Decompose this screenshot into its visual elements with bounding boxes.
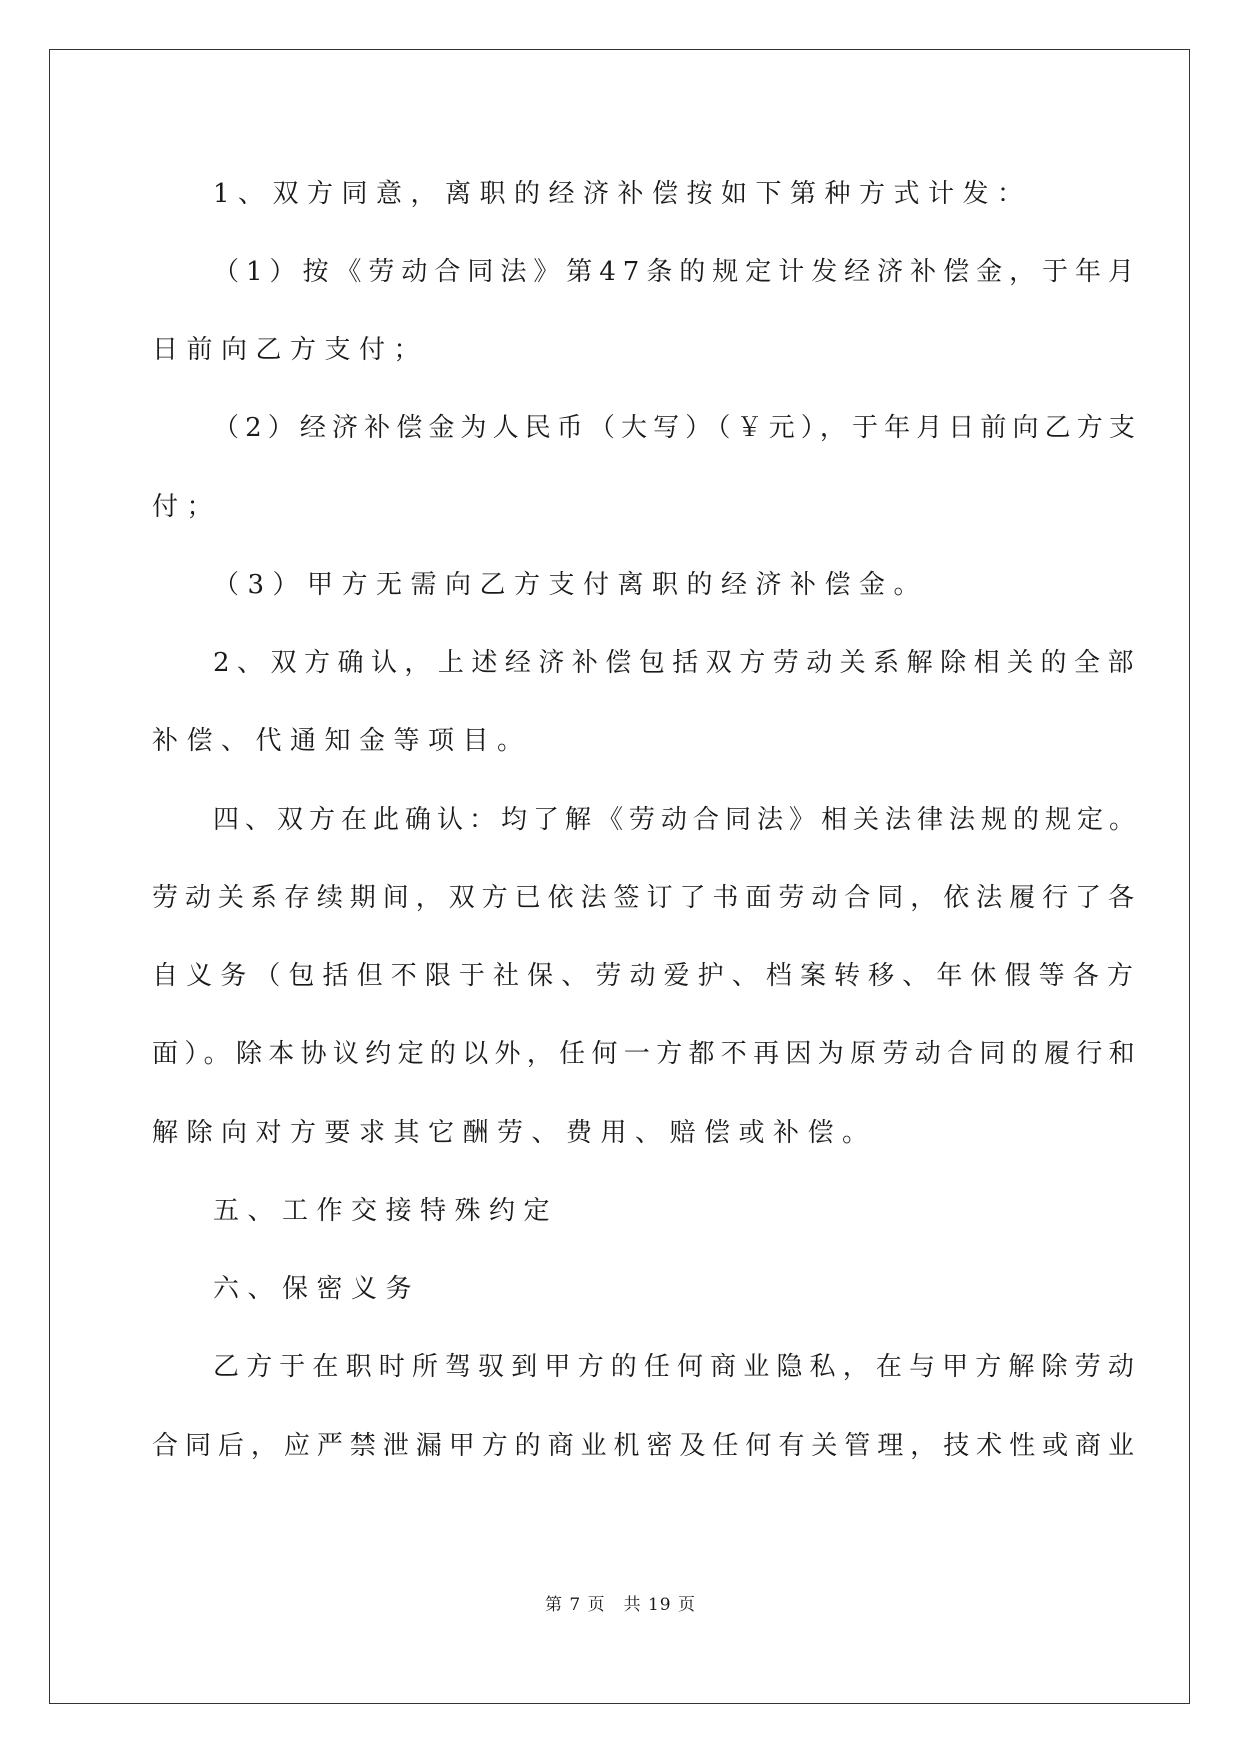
- paragraph-line-12: 面）。除本协议约定的以外，任何一方都不再因为原劳动合同的履行和: [152, 1039, 1141, 1069]
- paragraph-line-8: 补偿、代通知金等项目。: [152, 726, 532, 756]
- paragraph-line-6: （3）甲方无需向乙方支付离职的经济补偿金。: [213, 570, 929, 600]
- paragraph-line-16: 乙方于在职时所驾驭到甲方的任何商业隐私，在与甲方解除劳动: [213, 1352, 1141, 1382]
- page-number-footer: 第 7 页 共 19 页: [544, 1595, 697, 1615]
- paragraph-line-10: 劳动关系存续期间，双方已依法签订了书面劳动合同，依法履行了各: [152, 883, 1141, 913]
- paragraph-line-7: 2、双方确认，上述经济补偿包括双方劳动关系解除相关的全部: [213, 648, 1141, 678]
- paragraph-line-4: （2）经济补偿金为人民币（大写）（￥元），于年月日前向乙方支: [213, 413, 1141, 443]
- section-heading-5: 五、工作交接特殊约定: [213, 1196, 559, 1226]
- paragraph-line-1: 1、双方同意，离职的经济补偿按如下第种方式计发：: [213, 179, 1032, 209]
- paragraph-line-3: 日前向乙方支付；: [152, 335, 429, 365]
- paragraph-line-2: （1）按《劳动合同法》第47条的规定计发经济补偿金，于年月: [213, 257, 1141, 287]
- paragraph-line-13: 解除向对方要求其它酬劳、费用、赔偿或补偿。: [152, 1118, 877, 1148]
- paragraph-line-9: 四、双方在此确认：均了解《劳动合同法》相关法律法规的规定。: [213, 805, 1141, 835]
- paragraph-line-11: 自义务（包括但不限于社保、劳动爱护、档案转移、年休假等各方: [152, 961, 1141, 991]
- paragraph-line-17: 合同后，应严禁泄漏甲方的商业机密及任何有关管理，技术性或商业: [152, 1431, 1141, 1461]
- section-heading-6: 六、保密义务: [213, 1274, 421, 1304]
- paragraph-line-5: 付；: [152, 492, 222, 522]
